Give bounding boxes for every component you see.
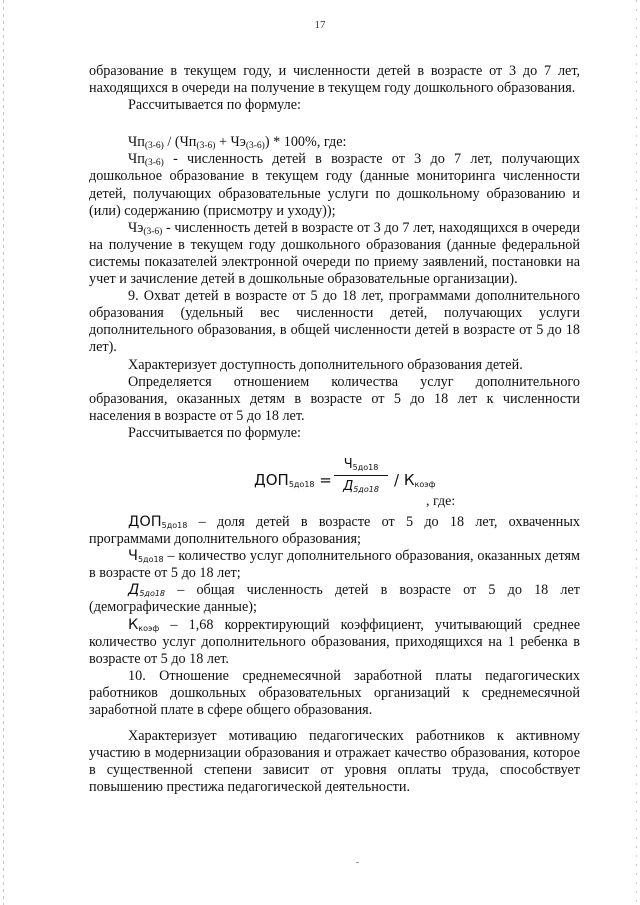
formula-intro: Рассчитывается по формуле: bbox=[128, 97, 301, 114]
formula-where: , где: bbox=[426, 493, 456, 509]
item-9-formula-intro: Рассчитывается по формуле: bbox=[128, 424, 301, 441]
definition-d: $Д_{5до18}$ – общая численность детей в возрасте от 5 до 18 лет (демографические данные); bbox=[89, 582, 580, 616]
fraction-numerator: $Ч_{5до18}$ bbox=[343, 456, 379, 472]
definition-che: $Чэ_{(3-6)}$ - численность детей в возрасте от 3 до 7 лет, находящихся в очереди на получение в текущем году дошкольного образования (данные федеральной системы показателей электронной очереди по приему заявлений, постановки на учет и зачисление детей в дошкольные образовательные организации). bbox=[89, 219, 580, 288]
formula-lhs: $ДОП_{5до18}$ = bbox=[254, 470, 332, 489]
scan-edge-left bbox=[3, 0, 4, 905]
definition-ch: $Ч_{5до18}$ – количество услуг дополнительного образования, оказанных детям в возрасте от 5 до 18 лет; bbox=[89, 548, 580, 582]
document-body bbox=[89, 63, 580, 796]
item-9-heading: 9. Охват детей в возрасте от 5 до 18 лет, программами дополнительного образования (удельный вес численности детей, получающих услуги дополнительного образования, в общей численности детей в возрасте от 5 до 18 лет). bbox=[89, 288, 580, 356]
paragraph-continuation: образование в текущем году, и численности детей в возрасте от 3 до 7 лет, находящихся в очереди на получение в текущем году дошкольного образования. bbox=[89, 63, 580, 97]
formula-dop bbox=[89, 448, 580, 514]
formula-divisor: / $К_{коэф}$ bbox=[394, 470, 436, 489]
definition-dop: $ДОП_{5до18}$ – доля детей в возрасте от 5 до 18 лет, охваченных программами дополнительного образования; bbox=[89, 513, 580, 548]
item-9-definition: Определяется отношением количества услуг дополнительного образования, оказанных детям в возрасте от 5 до 18 лет к численности населения в возрасте от 5 до 18 лет. bbox=[89, 373, 580, 424]
formula-fraction bbox=[334, 456, 388, 495]
item-10-heading: 10. Отношение среднемесячной заработной платы педагогических работников дошкольных образовательных организаций к среднемесячной заработной плате в сфере общего образования. bbox=[89, 667, 580, 718]
item-10-characterization: Характеризует мотивацию педагогических работников к активному участию в модернизации образования и отражает качество образования, которое в существенной степени зависит от уровня оплаты труда, способствует повышению престижа педагогической деятельности. bbox=[89, 728, 580, 796]
item-9-characterization: Характеризует доступность дополнительного образования детей. bbox=[128, 356, 523, 373]
definition-chp: $Чп_{(3-6)}$ - численность детей в возрасте от 3 до 7 лет, получающих дошкольное образование в текущем году (данные мониторинга численности детей, получающих образовательные услуги по дошкольному образованию и (или) содержанию (присмотру и уходу)); bbox=[89, 151, 580, 219]
scan-speck bbox=[356, 862, 359, 863]
page-number: 17 bbox=[314, 19, 326, 31]
scan-edge-right bbox=[636, 0, 637, 905]
definition-k: $К_{коэф} - 1,68$ корректирующий коэффициент, учитывающий среднее количество услуг дополнительного образования, приходящихся на 1 ребенка в возрасте от 5 до 18 лет. bbox=[89, 616, 580, 667]
formula-8: $Чп_{(3-6)} / (Чп_{(3-6)} + Чэ_{(3-6)}) * 100\%$, где: bbox=[128, 134, 347, 152]
fraction-denominator: $Д_{5до18}$ bbox=[343, 479, 379, 495]
